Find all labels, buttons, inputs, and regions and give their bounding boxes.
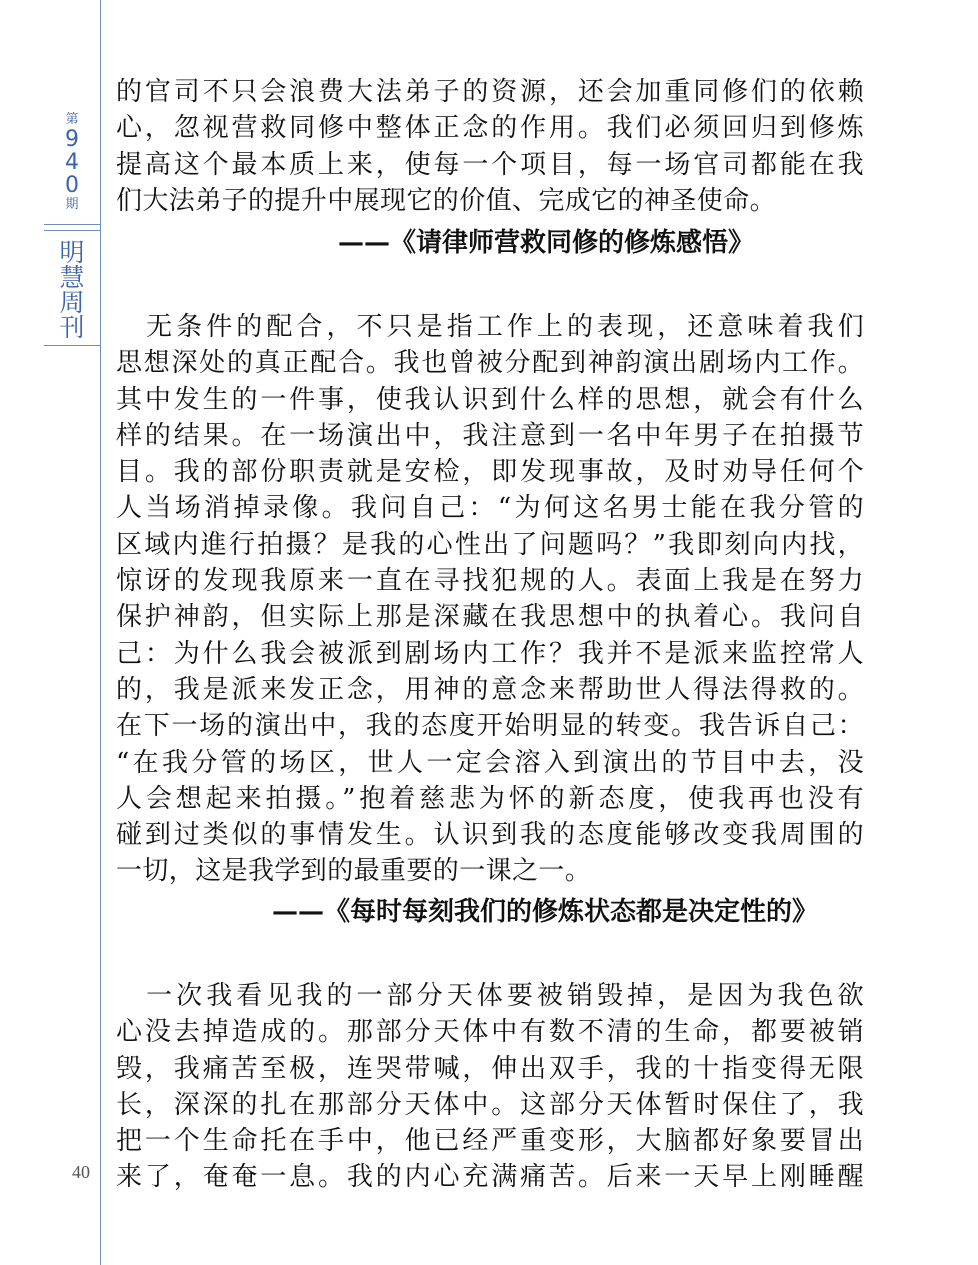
sidebar-rule [44,224,101,225]
text-line: “在我分管的场区，世人一定会溶入到演出的节目中去，没 [116,747,864,778]
text-line: 的官司不只会浪费大法弟子的资源，还会加重同修们的依赖 [116,77,864,107]
issue-prefix: 第 [65,112,79,127]
text-line: 一切，这是我学到的最重要的一课之一。 [116,856,592,887]
sidebar-rule [44,230,101,231]
text-line: 心没去掉造成的。那部分天体中有数不清的生命，都要被销 [116,1017,864,1048]
paragraph [116,74,864,219]
magazine-char: 明 [59,238,85,267]
issue-digit: 0 [65,173,79,198]
text-line: 长，深深的扎在那部分天体中。这部分天体暂时保住了，我 [116,1089,864,1120]
text-line: 们大法弟子的提升中展现它的价值、完成它的神圣使命。 [116,185,777,216]
text-line: 思想深处的真正配合。我也曾被分配到神韵演出剧场内工作。 [116,348,864,379]
text-line: 在下一场的演出中，我的态度开始明显的转变。我告诉自己： [116,711,864,742]
text-line: 一次我看见我的一部分天体要被销毁掉，是因为我色欲 [116,981,864,1011]
text-line: 心，忽视营救同修中整体正念的作用。我们必须回归到修炼 [116,113,864,144]
text-line: 人当场消掉录像。我问自己：“为何这名男士能在我分管的 [116,493,864,524]
source-citation: ——《每时每刻我们的修炼状态都是决定性的》 [272,897,819,927]
text-line: 提高这个最本质上来，使每一个项目，每一场官司都能在我 [116,149,864,180]
page-number: 40 [72,1162,90,1182]
sidebar-rule [44,345,101,346]
text-line: 把一个生命托在手中，他已经严重变形，大脑都好象要冒出 [116,1126,864,1157]
issue-suffix: 期 [65,197,79,212]
text-line: 来了，奄奄一息。我的内心充满痛苦。后来一天早上刚睡醒 [116,1162,864,1193]
magazine-title [44,240,100,340]
text-line: 毁，我痛苦至极，连哭带喊，伸出双手，我的十指变得无限 [116,1053,864,1084]
paragraph [116,309,864,890]
sidebar-divider [100,0,101,1265]
issue-number [44,112,100,213]
text-line: 目。我的部份职责就是安检，即发现事故，及时劝导任何个 [116,457,864,488]
text-line: 惊讶的发现我原来一直在寻找犯规的人。表面上我是在努力 [116,566,864,597]
text-line: 样的结果。在一场演出中，我注意到一名中年男子在拍摄节 [116,420,864,451]
magazine-char: 周 [59,288,85,317]
text-line: 的，我是派来发正念，用神的意念来帮助世人得法得救的。 [116,674,864,705]
text-line: 无条件的配合，不只是指工作上的表现，还意味着我们 [116,312,864,342]
source-citation: ——《请律师营救同修的修炼感悟》 [338,228,755,258]
text-line: 区域内進行拍摄？是我的心性出了问题吗？”我即刻向内找， [116,529,864,560]
issue-digit: 4 [65,150,79,175]
issue-digit: 9 [65,127,79,152]
text-line: 碰到过类似的事情发生。认识到我的态度能够改变我周围的 [116,820,864,851]
magazine-char: 慧 [59,263,85,292]
paragraph [116,978,864,1196]
text-line: 己：为什么我会被派到剧场内工作？我并不是派来监控常人 [116,638,864,669]
text-line: 人会想起来拍摄。”抱着慈悲为怀的新态度，使我再也没有 [116,783,864,814]
text-line: 保护神韵，但实际上那是深藏在我思想中的执着心。我问自 [116,602,864,633]
text-line: 其中发生的一件事，使我认识到什么样的思想，就会有什么 [116,384,864,415]
magazine-char: 刊 [59,313,85,342]
